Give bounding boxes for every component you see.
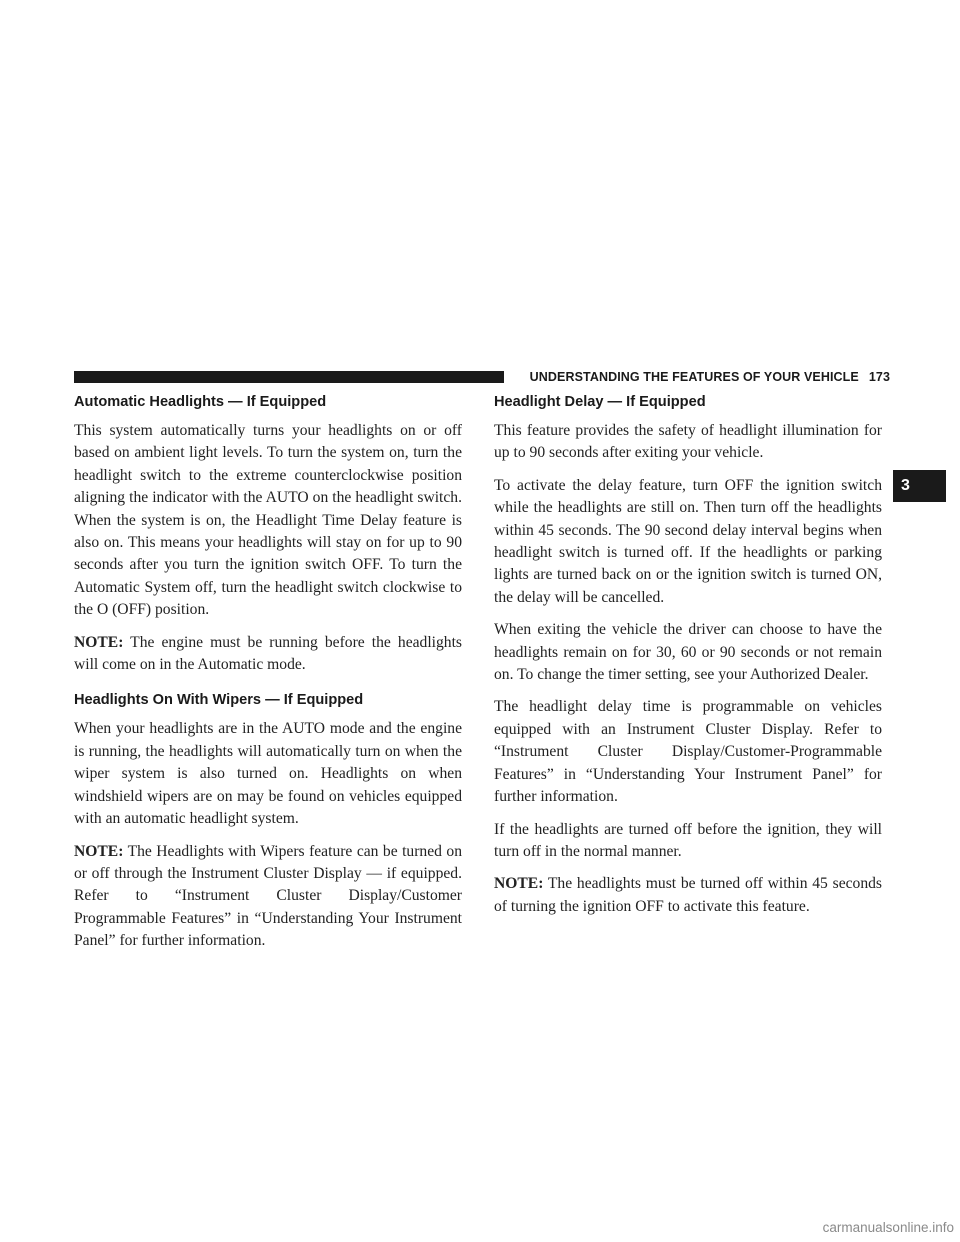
watermark-link[interactable]: carmanualsonline.info — [822, 1220, 954, 1235]
delay-paragraph-3: When exiting the vehicle the driver can choose to have the headlights remain on for 30, 60 or 90 seconds or not remain on. To change the timer setting, see your Authorized Dealer. — [494, 621, 882, 684]
left-column — [74, 392, 462, 963]
note-text: The engine must be running before the headlights will come on in the Automatic mode. — [74, 633, 462, 674]
delay-paragraph-1: This feature provides the safety of headlight illumination for up to 90 seconds after exiting your vehicle. — [494, 422, 882, 462]
chapter-tab: 3 — [893, 470, 946, 502]
wipers-body: When your headlights are in the AUTO mode and the engine is running, the headlights will automatically turn on when the wiper system is also turned on. Headlights on when windshield wipers are on may be found on vehicles equipped with an automatic headlight system. — [74, 720, 462, 828]
auto-headlights-body: This system automatically turns your headlights on or off based on ambient light levels. To turn the system on, turn the headlight switch to the extreme counterclockwise position aligning the indicator with the AUTO on the headlight switch. When the system is on, the Headlight Time Delay feature is also on. This means your headlights will stay on for up to 90 seconds after you turn the ignition switch OFF. To turn the Automatic System off, turn the headlight switch clockwise to the O (OFF) position. — [74, 422, 462, 619]
delay-paragraph-2: To activate the delay feature, turn OFF the ignition switch while the headlights are still on. Then turn off the headlights within 45 seconds. The 90 second delay interval begins when headlight switch is turned off. If the headlights or parking lights are turned back on or the ignition switch is turned ON, the delay will be cancelled. — [494, 476, 882, 606]
delay-paragraph-5: If the headlights are turned off before the ignition, they will turn off in the normal manner. — [494, 820, 882, 860]
note-label: NOTE: — [74, 633, 124, 651]
wipers-note — [74, 841, 462, 953]
page-number: 173 — [868, 370, 890, 384]
note-label: NOTE: — [494, 875, 544, 893]
running-header — [518, 366, 890, 388]
heading-headlights-with-wipers: Headlights On With Wipers — If Equipped — [74, 692, 364, 709]
delay-paragraph-4: The headlight delay time is programmable on vehicles equipped with an Instrument Cluster Display. Refer to “Instrument Cluster Display/Customer-Programmable Features” in “Understanding Your Instrument Panel” for further information. — [494, 698, 882, 806]
auto-headlights-note — [74, 632, 462, 677]
note-label: NOTE: — [74, 842, 124, 860]
note-text: The headlights must be turned off within 45 seconds of turning the ignition OFF to activate this feature. — [494, 875, 882, 915]
heading-automatic-headlights: Automatic Headlights — If Equipped — [74, 394, 327, 410]
right-column — [494, 392, 882, 928]
section-title: UNDERSTANDING THE FEATURES OF YOUR VEHICLE — [529, 370, 859, 384]
header-rule — [74, 371, 504, 383]
heading-headlight-delay: Headlight Delay — If Equipped — [494, 394, 706, 410]
delay-note — [494, 873, 882, 918]
note-text: The Headlights with Wipers feature can be turned on or off through the Instrument Cluster Display — if equipped. Refer to “Instrument Cluster Display/Customer Programmable Features” in “Understanding Your Instrument Panel” for further information. — [74, 842, 462, 950]
